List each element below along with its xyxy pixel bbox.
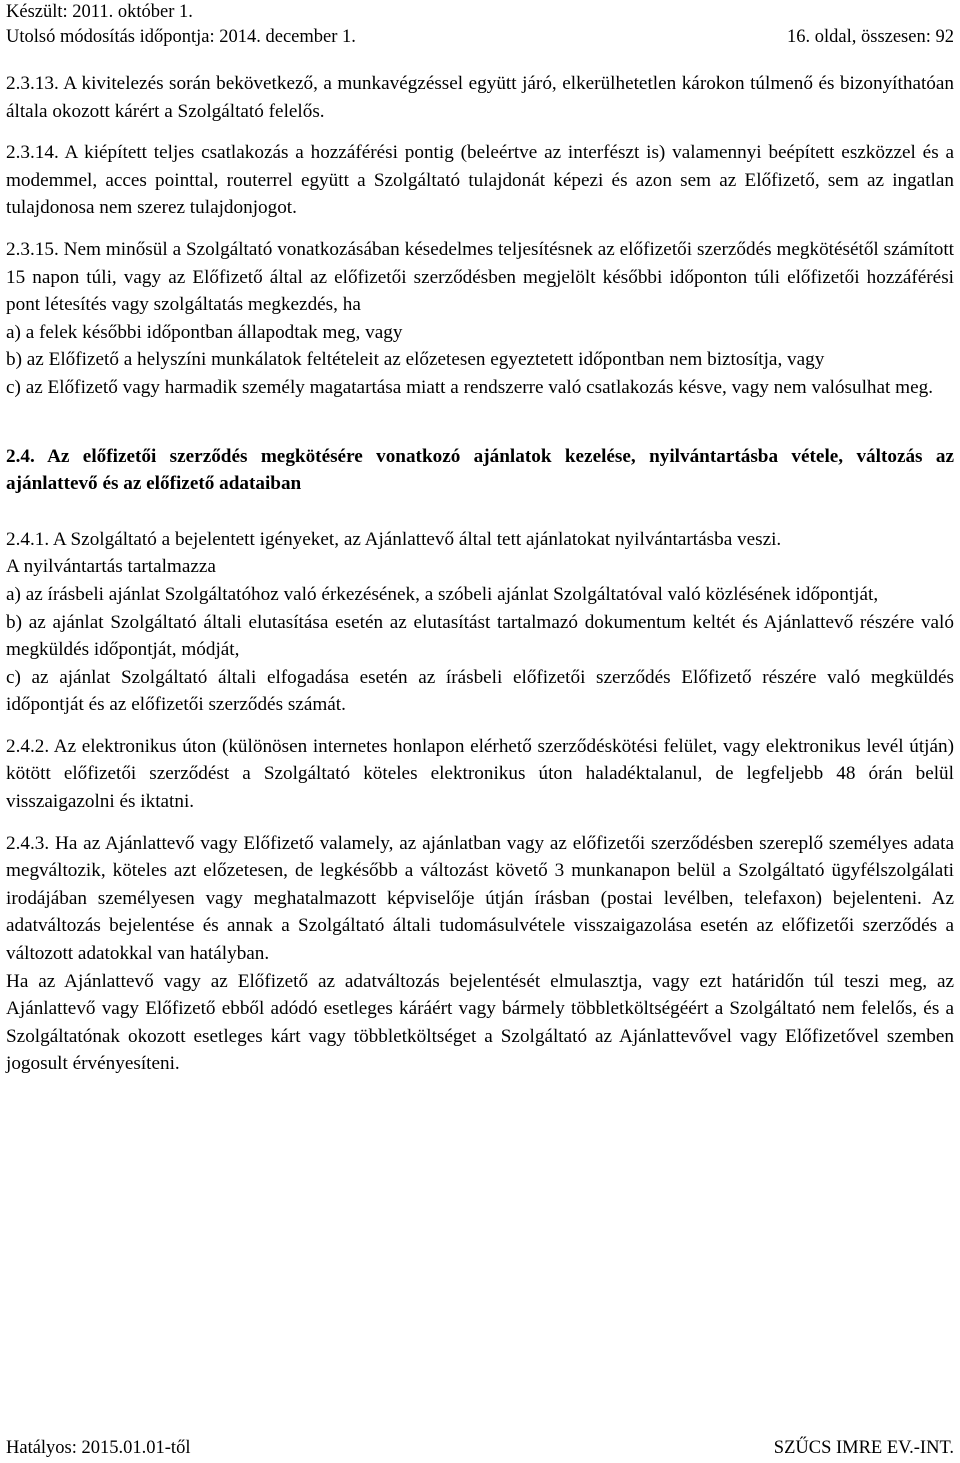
page-number: 16. oldal, összesen: 92 [787, 27, 954, 47]
paragraph-2-4-1-intro: A nyilvántartás tartalmazza [6, 556, 216, 578]
page-footer [6, 1436, 954, 1460]
page-header [6, 0, 954, 50]
paragraph-2-4-3-b: Ha az Ajánlattevő vagy az Előfizető az adatváltozás bejelentését elmulasztja, vagy ezt határidőn túl teszi meg, az Ajánlattevő vagy Előfizető ebből adódó esetleges káráért vagy bármely többletköltségéért a Szolgáltató nem felelős, és a Szolgáltatónak okozott esetleges kárt vagy többletköltséget a Szolgáltató az Ajánlattevővel vagy Előfizetővel szemben jogosult érvényesíteni. [6, 970, 954, 1075]
paragraph-2-3-15: 2.3.15. Nem minősül a Szolgáltató vonatkozásában késedelmes teljesítésnek az előfizetői szerződés megkötésétől számított 15 napon túli, vagy az Előfizető által az előfizetői szerződésben megjelölt későbbi időponton túli előfizetői hozzáférési pont létesítés vagy szolgáltatás megkezdés, ha [6, 238, 954, 316]
section-heading-2-4: 2.4. Az előfizetői szerződés megkötésére vonatkozó ajánlatok kezelése, nyilvántartásba vétele, változás az ajánlattevő és az előfizető adataiban [6, 445, 954, 495]
document-body [6, 70, 954, 1078]
paragraph-2-3-15-c: c) az Előfizető vagy harmadik személy magatartása miatt a rendszerre való csatlakozás késve, vagy nem valósulhat meg. [6, 376, 934, 398]
created-date: Készült: 2011. október 1. [6, 2, 193, 22]
paragraph-2-3-15-a: a) a felek későbbi időpontban állapodtak meg, vagy [6, 321, 403, 343]
paragraph-2-3-13: 2.3.13. A kivitelezés során bekövetkező, a munkavégzéssel együtt járó, elkerülhetetlen károkon túlmenő és bizonyíthatóan általa okozott kárért a Szolgáltató felelős. [6, 73, 954, 122]
author-name: SZŰCS IMRE EV.-INT. [773, 1438, 954, 1458]
paragraph-2-4-2: 2.4.2. Az elektronikus úton (különösen internetes honlapon elérhető szerződéskötési felület, vagy elektronikus levél útján) kötött előfizetői szerződést a Szolgáltató köteles elektronikus úton haladéktalanul, de legfeljebb 48 órán belül visszaigazolni és iktatni. [6, 735, 954, 813]
paragraph-2-3-14: 2.3.14. A kiépített teljes csatlakozás a hozzáférési pontig (beleértve az interfészt is) valamennyi beépített eszközzel és a modemmel, acces pointtal, routerrel együtt a Szolgáltató tulajdonát képezi és azon sem az Előfizető, sem az ingatlan tulajdonosa nem szerez tulajdonjogot. [6, 142, 954, 219]
effective-date: Hatályos: 2015.01.01-től [6, 1438, 191, 1458]
paragraph-2-4-1-c: c) az ajánlat Szolgáltató általi elfogadása esetén az írásbeli előfizetői szerződés Előfizető részére való megküldés időpontját és az előfizetői szerződés számát. [6, 666, 954, 716]
paragraph-2-3-15-b: b) az Előfizető a helyszíni munkálatok feltételeit az előzetesen egyeztetett időpontban nem biztosítja, vagy [6, 349, 825, 371]
paragraph-2-4-3: 2.4.3. Ha az Ajánlattevő vagy Előfizető valamely, az ajánlatban vagy az előfizetői szerződésben szereplő személyes adata megváltozik, köteles azt előzetesen, de legkésőbb a változást követő 3 munkanapon belül a Szolgáltató ügyfélszolgálati irodájában személyesen vagy meghatalmazott képviselője útján írásban (postai levélben, telefaxon) bejelenteni. Az adatváltozás bejelentése és annak a Szolgáltató általi tudomásulvétele visszaigazolása esetén az előfizetői szerződés a változott adatokkal van hatályban. [6, 832, 954, 965]
modified-date: Utolsó módosítás időpontja: 2014. december 1. [6, 27, 356, 47]
paragraph-2-4-1-b: b) az ajánlat Szolgáltató általi elutasítása esetén az elutasítást tartalmazó dokumentum keltét és Ajánlattevő részére való megküldés időpontját, módját, [6, 611, 954, 661]
paragraph-2-4-1: 2.4.1. A Szolgáltató a bejelentett igényeket, az Ajánlattevő által tett ajánlatokat nyilvántartásba veszi. [6, 528, 782, 550]
paragraph-2-4-1-a: a) az írásbeli ajánlat Szolgáltatóhoz való érkezésének, a szóbeli ajánlat Szolgáltatóval való közlésének időpontját, [6, 583, 879, 605]
